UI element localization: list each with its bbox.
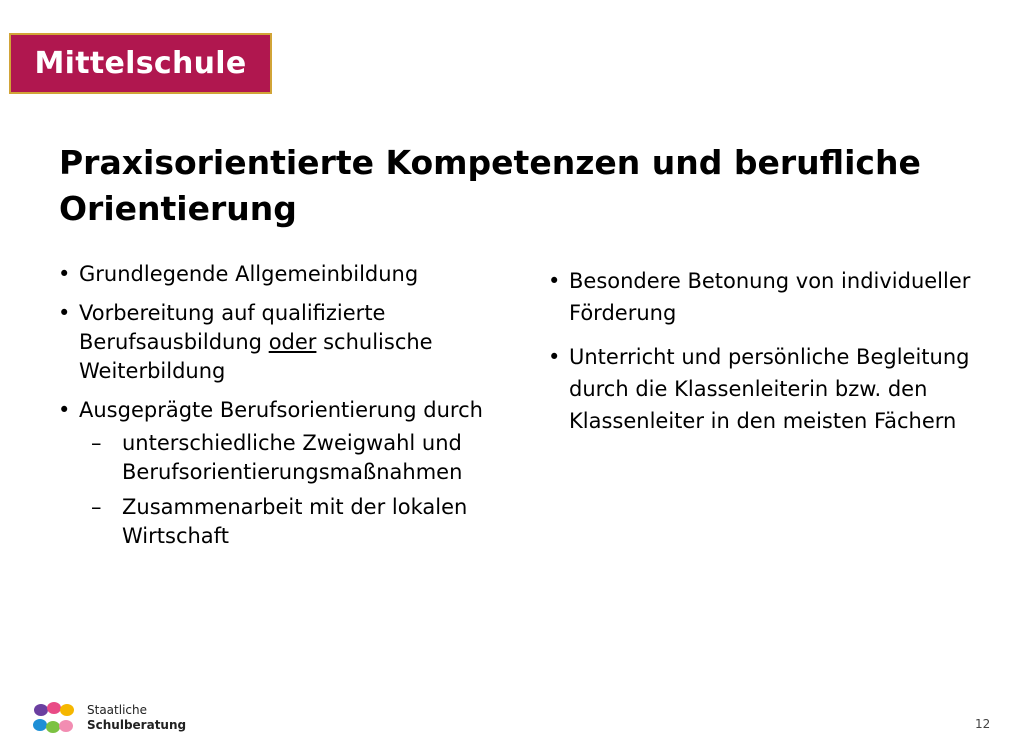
sub-list-item-text: Zusammenarbeit mit der lokalen Wirtschaft bbox=[122, 495, 468, 548]
bullet-icon: • bbox=[58, 301, 71, 325]
dash-icon: – bbox=[91, 431, 102, 455]
section-badge-label: Mittelschule bbox=[34, 46, 247, 81]
list-item bbox=[58, 396, 518, 551]
sub-list-item bbox=[79, 493, 518, 551]
bullet-icon: • bbox=[548, 269, 561, 293]
bullet-icon: • bbox=[548, 345, 561, 369]
list-item bbox=[58, 299, 518, 386]
list-item bbox=[548, 265, 998, 329]
sub-list bbox=[79, 429, 518, 551]
list-item-text: Besondere Betonung von individueller Förderung bbox=[569, 269, 971, 325]
list-item-text: schulische Weiterbildung bbox=[79, 330, 433, 383]
left-column bbox=[58, 260, 518, 561]
sub-list-item-text: unterschiedliche Zweigwahl und Berufsorientierungsmaßnahmen bbox=[122, 431, 463, 484]
slide-title: Praxisorientierte Kompetenzen und berufliche Orientierung bbox=[59, 143, 921, 228]
section-badge bbox=[9, 33, 272, 94]
list-item-text: Unterricht und persönliche Begleitung durch die Klassenleiterin bzw. den Klassenleiter in den meisten Fächern bbox=[569, 345, 970, 433]
underlined-text: oder bbox=[268, 330, 317, 354]
bullet-icon: • bbox=[58, 262, 71, 286]
list-item-text: Vorbereitung auf qualifizierte Berufsausbildung bbox=[79, 301, 386, 354]
list-item bbox=[58, 260, 518, 289]
schulberatung-logo bbox=[32, 700, 192, 738]
right-column bbox=[548, 265, 998, 449]
logo-text-line1: Staatliche bbox=[87, 703, 147, 717]
list-item-text: Grundlegende Allgemeinbildung bbox=[79, 262, 419, 286]
logo-text-line2: Schulberatung bbox=[87, 718, 187, 732]
list-item bbox=[548, 341, 998, 437]
sub-list-item bbox=[79, 429, 518, 487]
logo-icon bbox=[32, 700, 78, 738]
list-item-text: Ausgeprägte Berufsorientierung durch bbox=[79, 398, 483, 422]
page-number: 12 bbox=[975, 717, 991, 731]
bullet-icon: • bbox=[58, 398, 71, 422]
dash-icon: – bbox=[91, 495, 102, 519]
